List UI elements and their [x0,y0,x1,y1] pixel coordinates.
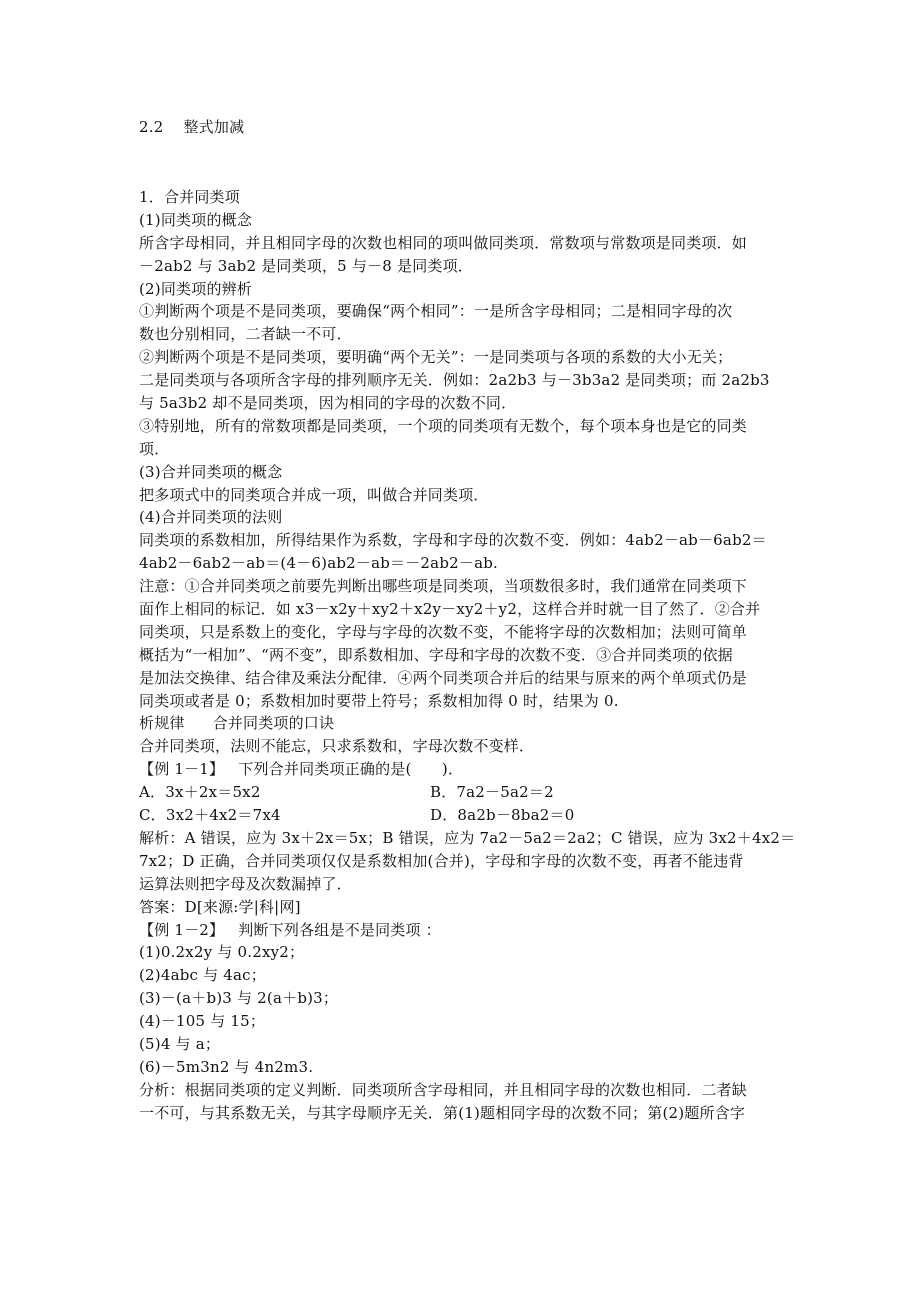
example-2-item: (5)4 与 a； [139,1034,221,1053]
option-d: D．8a2b－8ba2＝0 [430,806,575,825]
note-line: 同类项或者是 0；系数相加时要带上符号；系数相加得 0 时，结果为 0. [139,691,619,710]
example-1-analysis: 解析：A 错误，应为 3x＋2x＝5x；B 错误，应为 7a2－5a2＝2a2；C 错误，应为 3x2＋4x2＝ [139,828,796,847]
document-body [139,186,796,1125]
option-a: A．3x＋2x＝5x2 [139,783,261,802]
section-title-text: 整式加减 [183,118,245,136]
rule-heading [139,712,789,735]
example-2-item: (3)－(a＋b)3 与 2(a＋b)3； [139,989,339,1008]
paragraph-line: 项． [139,439,170,458]
example-2-analysis: 一不可，与其系数无关，与其字母顺序无关．第(1)题相同字母的次数不同；第(2)题所含字 [139,1103,746,1122]
note-line: 注意：①合并同类项之前要先判断出哪些项是同类项，当项数很多时，我们通常在同类项下 [139,577,748,596]
example-2-analysis: 分析：根据同类项的定义判断．同类项所含字母相同，并且相同字母的次数也相同．二者缺 [139,1080,748,1099]
section-title [139,116,244,137]
example-1-question-text: 下列合并同类项正确的是( )． [238,760,464,779]
example-1-label: 【例 1－1】 [139,760,225,779]
option-b: B．7a2－5a2＝2 [430,783,554,802]
example-2-question-text: 判断下列各组是不是同类项 ： [238,920,441,939]
example-2-item: (6)－5m3n2 与 4n2m3. [139,1057,314,1076]
example-1-options-row-1 [139,781,789,804]
example-1-answer: 答案：D[来源:学|科|网] [139,897,301,916]
example-2-label: 【例 1－2】 [139,920,225,939]
example-1-analysis: 运算法则把字母及次数漏掉了． [139,874,352,893]
paragraph-line: 把多项式中的同类项合并成一项，叫做合并同类项． [139,485,489,504]
example-2-item: (1)0.2x2y 与 0.2xy2； [139,943,305,962]
example-2-item: (2)4abc 与 4ac； [139,966,266,985]
option-c: C．3x2＋4x2＝7x4 [139,806,281,825]
paragraph-line: －2ab2 与 3ab2 是同类项，5 与－8 是同类项． [139,256,473,275]
section-number: 2.2 [139,118,164,136]
rule-title: 合并同类项的口诀 [212,714,335,733]
paragraph-line: ①判断两个项是不是同类项，要确保“两个相同”：一是所含字母相同；二是相同字母的次 [139,302,733,321]
note-line: 同类项，只是系数上的变化，字母与字母的次数不变，不能将字母的次数相加；法则可简单 [139,622,748,641]
heading-merge-like-terms: 1．合并同类项 [139,188,240,206]
subheading-discrimination: (2)同类项的辨析 [139,279,253,298]
subheading-concept: (1)同类项的概念 [139,210,253,229]
paragraph-line: ②判断两个项是不是同类项，要明确“两个无关”：一是同类项与各项的系数的大小无关； [139,348,733,367]
example-1-question [139,758,789,781]
rule-text: 合并同类项，法则不能忘，只求系数和，字母次数不变样． [139,737,535,756]
example-2-question [139,919,789,942]
rule-label: 析规律 [139,714,185,733]
note-line: 是加法交换律、结合律及乘法分配律．④两个同类项合并后的结果与原来的两个单项式仍是 [139,668,748,687]
example-1-analysis: 7x2；D 正确，合并同类项仅仅是系数相加(合并)，字母和字母的次数不变，再者不能违背 [139,851,744,870]
paragraph-line: 二是同类项与各项所含字母的排列顺序无关．例如：2a2b3 与－3b3a2 是同类项；而 2a2b3 [139,371,770,390]
paragraph-line: 所含字母相同，并且相同字母的次数也相同的项叫做同类项．常数项与常数项是同类项．如 [139,233,748,252]
paragraph-line: ③特别地，所有的常数项都是同类项，一个项的同类项有无数个，每个项本身也是它的同类 [139,416,748,435]
paragraph-line: 同类项的系数相加，所得结果作为系数，字母和字母的次数不变．例如：4ab2－ab－6ab2＝ [139,531,767,550]
subheading-merge-concept: (3)合并同类项的概念 [139,462,283,481]
example-2-item: (4)－105 与 15； [139,1012,266,1031]
paragraph-line: 4ab2－6ab2－ab＝(4－6)ab2－ab＝－2ab2－ab. [139,554,498,573]
note-line: 概括为“一相加”、“两不变”，即系数相加、字母和字母的次数不变．③合并同类项的依据 [139,645,733,664]
subheading-merge-rule: (4)合并同类项的法则 [139,508,283,527]
example-1-options-row-2 [139,804,789,827]
paragraph-line: 数也分别相同，二者缺一不可． [139,325,352,344]
paragraph-line: 与 5a3b2 却不是同类项，因为相同的字母的次数不同． [139,394,517,413]
note-line: 面作上相同的标记．如 x3－x2y＋xy2＋x2y－xy2＋y2，这样合并时就一目了然了．②合并 [139,600,761,619]
